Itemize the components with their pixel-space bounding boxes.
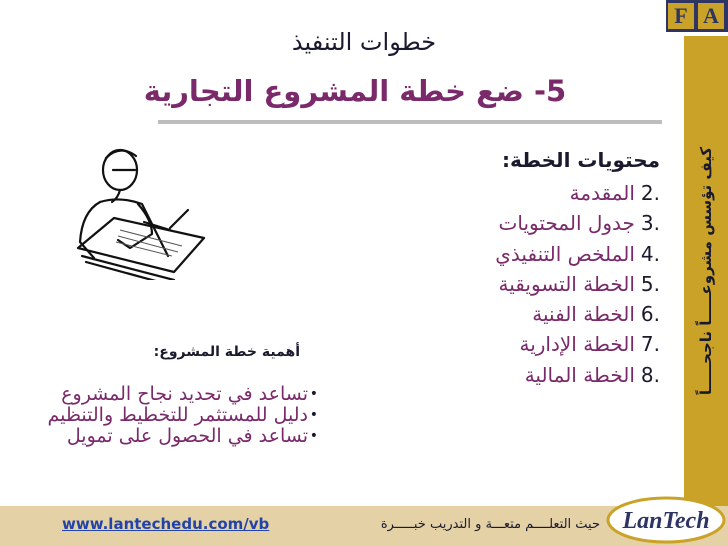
sidebar-title: كيف تؤسس مشروعـــــاً ناجحـــــاً (697, 146, 715, 396)
importance-list (20, 384, 318, 500)
list-item (428, 329, 660, 359)
list-item-number: .2 (640, 181, 660, 205)
list-item-label: الخطة الفنية (532, 302, 635, 327)
man-writing-icon (58, 140, 228, 280)
slide-title: خطوات التنفيذ (291, 28, 437, 56)
contents-heading: محتويات الخطة: (502, 148, 660, 172)
lantech-logo-text: LanTech (622, 508, 710, 534)
list-item-label: الملخص التنفيذي (495, 241, 635, 266)
list-item (428, 360, 660, 390)
list-item-label: الخطة المالية (524, 362, 635, 387)
list-item (428, 178, 660, 208)
list-item-number: .5 (640, 271, 660, 296)
plan-contents (428, 148, 660, 390)
list-item: • تساعد في الحصول على تمويل (20, 426, 318, 447)
importance-heading: أهمية خطة المشروع: (153, 344, 300, 360)
title-divider (158, 120, 662, 124)
list-item-label: جدول المحتويات (498, 211, 635, 236)
sidebar-banner (684, 36, 728, 506)
slide-subtitle: 5- ضع خطة المشروع التجارية (143, 74, 567, 108)
contents-list (428, 178, 660, 390)
footer-slogan: حيث التعلــــم متعـــة و التدريب خبـــــرة (380, 517, 600, 532)
list-item (428, 269, 660, 299)
list-item-label: الخطة التسويقية (498, 271, 635, 296)
footer-url-link[interactable]: www.lantechedu.com/vb (62, 515, 270, 533)
list-item-number: .4 (640, 241, 660, 266)
list-item-number: .6 (640, 302, 660, 327)
list-item (428, 239, 660, 269)
list-item: • تساعد في تحديد نجاح المشروع (20, 384, 318, 405)
logo-letter-f: F (668, 3, 694, 29)
logo-letter-a: A (698, 3, 724, 29)
list-item-label: المقدمة (569, 181, 635, 205)
list-item (428, 208, 660, 238)
lantech-logo (604, 490, 728, 546)
list-item-number: .3 (640, 211, 660, 236)
list-item-label: الخطة الإدارية (519, 332, 635, 357)
list-item (428, 299, 660, 329)
list-item-number: .8 (640, 362, 660, 387)
list-item-number: .7 (640, 332, 660, 357)
list-item: • دليل للمستثمر للتخطيط والتنظيم (20, 405, 318, 426)
footer-bar (0, 506, 728, 546)
